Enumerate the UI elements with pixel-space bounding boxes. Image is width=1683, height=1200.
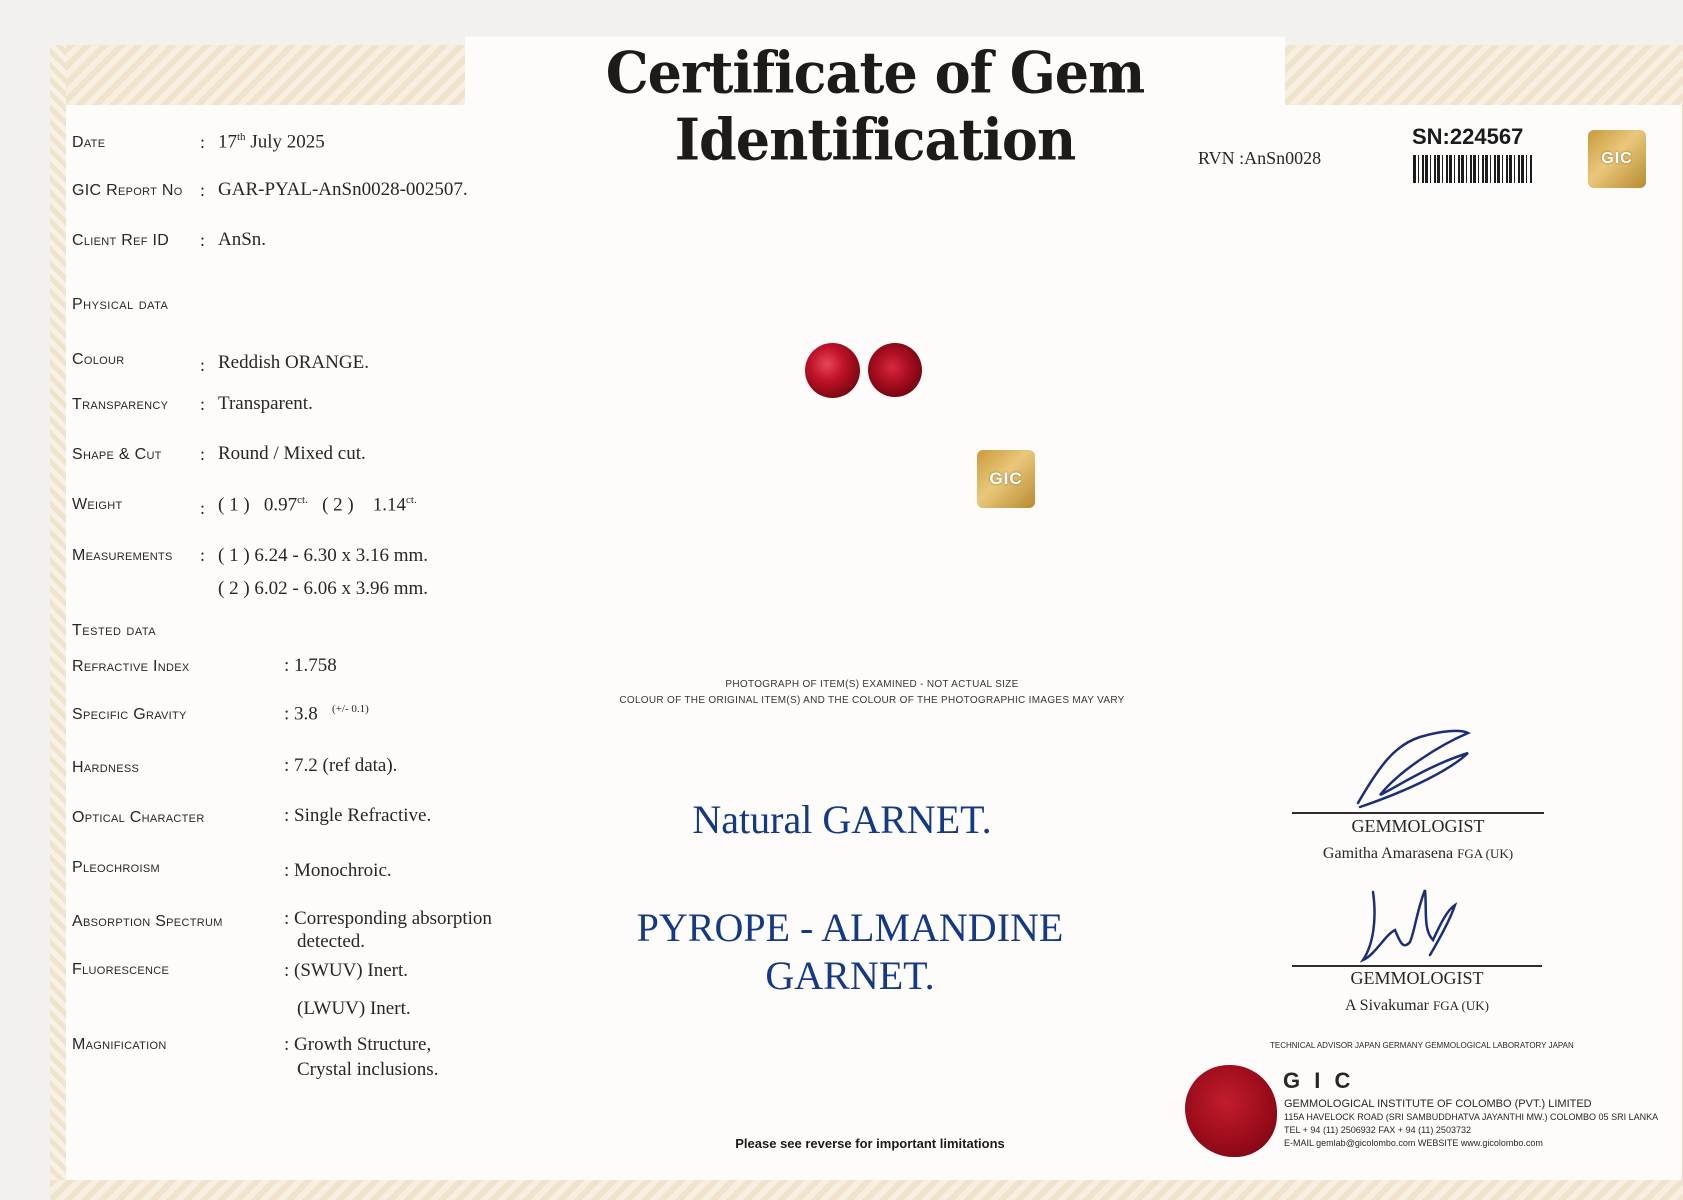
physical-data-heading: Physical data — [72, 296, 169, 313]
colon: : — [200, 545, 206, 565]
gic-hologram-badge: GIC — [1588, 130, 1646, 188]
refractive-index-value: : 1.758 — [284, 655, 337, 676]
colour-value: Reddish ORANGE. — [218, 352, 369, 373]
signature-2 — [1355, 880, 1465, 965]
report-no-label: GIC Report No — [72, 182, 183, 199]
tested-data-heading: Tested data — [72, 622, 157, 639]
serial-number: SN:224567 — [1412, 124, 1524, 149]
result-variety-line-1: PYROPE - ALMANDINE — [636, 905, 1064, 950]
shape-cut-label: Shape & Cut — [72, 446, 162, 463]
gemmologist-title-2: GEMMOLOGIST — [1350, 968, 1484, 988]
fluorescence-lw-value: (LWUV) Inert. — [297, 998, 411, 1019]
client-ref-label: Client Ref ID — [72, 232, 170, 249]
absorption-spectrum-label: Absorption Spectrum — [72, 913, 223, 930]
gic-hologram-seal: GIC — [977, 450, 1035, 508]
measurements-label: Measurements — [72, 547, 173, 564]
optical-character-label: Optical Character — [72, 809, 205, 826]
absorption-spectrum-value-cont: detected. — [297, 931, 366, 952]
gem-photo-2 — [868, 343, 922, 397]
refractive-index-label: Refractive Index — [72, 658, 190, 675]
hardness-value: : 7.2 (ref data). — [284, 755, 398, 776]
date-label: Date — [72, 134, 106, 151]
certificate-sheet — [50, 45, 1683, 1200]
colon: : — [200, 394, 206, 414]
gemmologist-name-2: A Sivakumar FGA (UK) — [1345, 997, 1489, 1014]
wax-seal — [1185, 1065, 1277, 1157]
colon: : — [200, 498, 206, 518]
shape-cut-value: Round / Mixed cut. — [218, 443, 366, 464]
transparency-label: Transparency — [72, 396, 169, 413]
result-variety-line-2: GARNET. — [765, 953, 935, 998]
signature-line-2 — [1292, 965, 1542, 967]
institute-name: GEMMOLOGICAL INSTITUTE OF COLOMBO (PVT.) LIMITED — [1284, 1098, 1592, 1110]
colon: : — [200, 230, 206, 250]
photo-caption-line-1: PHOTOGRAPH OF ITEM(S) EXAMINED - NOT ACTUAL SIZE — [725, 679, 1019, 690]
colour-label: Colour — [72, 351, 125, 368]
magnification-value-cont: Crystal inclusions. — [297, 1059, 439, 1080]
limitations-note: Please see reverse for important limitations — [735, 1136, 1005, 1151]
measurement-2-value: ( 2 ) 6.02 - 6.06 x 3.96 mm. — [218, 578, 429, 599]
fluorescence-label: Fluorescence — [72, 961, 170, 978]
signature-line-1 — [1292, 812, 1544, 814]
magnification-label: Magnification — [72, 1036, 167, 1053]
certificate-title: Certificate of Gem Identification — [465, 37, 1285, 176]
hardness-label: Hardness — [72, 759, 140, 776]
specific-gravity-label: Specific Gravity — [72, 706, 187, 723]
gem-photo-1 — [805, 343, 860, 398]
optical-character-value: : Single Refractive. — [284, 805, 432, 826]
report-no-value: GAR-PYAL-AnSn0028-002507. — [218, 179, 468, 200]
weight-label: Weight — [72, 496, 123, 513]
result-species: Natural GARNET. — [692, 797, 992, 842]
institute-email: E-MAIL gemlab@gicolombo.com WEBSITE www.gicolombo.com — [1284, 1138, 1543, 1148]
photo-caption-line-2: COLOUR OF THE ORIGINAL ITEM(S) AND THE COLOUR OF THE PHOTOGRAPHIC IMAGES MAY VARY — [619, 695, 1125, 706]
measurement-1-value: ( 1 ) 6.24 - 6.30 x 3.16 mm. — [218, 545, 429, 566]
client-ref-value: AnSn. — [218, 229, 267, 250]
barcode — [1413, 155, 1533, 183]
gemmologist-name-1: Gamitha Amarasena FGA (UK) — [1322, 845, 1514, 862]
specific-gravity-value: : 3.8 $^{(+/- 0.1)}$ — [284, 703, 369, 725]
colon: : — [200, 132, 206, 152]
technical-advisor-note: TECHNICAL ADVISOR JAPAN GERMANY GEMMOLOGICAL LABORATORY JAPAN — [1270, 1041, 1574, 1050]
weight-value: ( 1 ) $0.97^{ct.}$ ( 2 ) $1.14^{ct.}$ — [218, 494, 417, 516]
colon: : — [200, 355, 206, 375]
pleochroism-value: : Monochroic. — [284, 860, 392, 881]
absorption-spectrum-value: : Corresponding absorption — [284, 908, 492, 929]
colon: : — [200, 444, 206, 464]
transparency-value: Transparent. — [218, 393, 313, 414]
fluorescence-sw-value: : (SWUV) Inert. — [284, 960, 408, 981]
pleochroism-label: Pleochroism — [72, 859, 160, 876]
magnification-value: : Growth Structure, — [284, 1034, 432, 1055]
date-value: 17th July 2025 — [218, 131, 325, 153]
institute-address: 115A HAVELOCK ROAD (SRI SAMBUDDHATVA JAYANTHI MW.) COLOMBO 05 SRI LANKA — [1284, 1112, 1659, 1122]
rvn-value: RVN :AnSn0028 — [1198, 148, 1322, 168]
decorative-border-left — [50, 45, 66, 1200]
signature-1 — [1350, 725, 1480, 810]
institute-phone: TEL + 94 (11) 2506932 FAX + 94 (11) 2503732 — [1284, 1125, 1471, 1135]
colon: : — [200, 180, 206, 200]
institute-short-name: G I C — [1283, 1068, 1355, 1093]
gemmologist-title-1: GEMMOLOGIST — [1351, 816, 1485, 836]
decorative-border-bottom — [50, 1180, 1683, 1200]
